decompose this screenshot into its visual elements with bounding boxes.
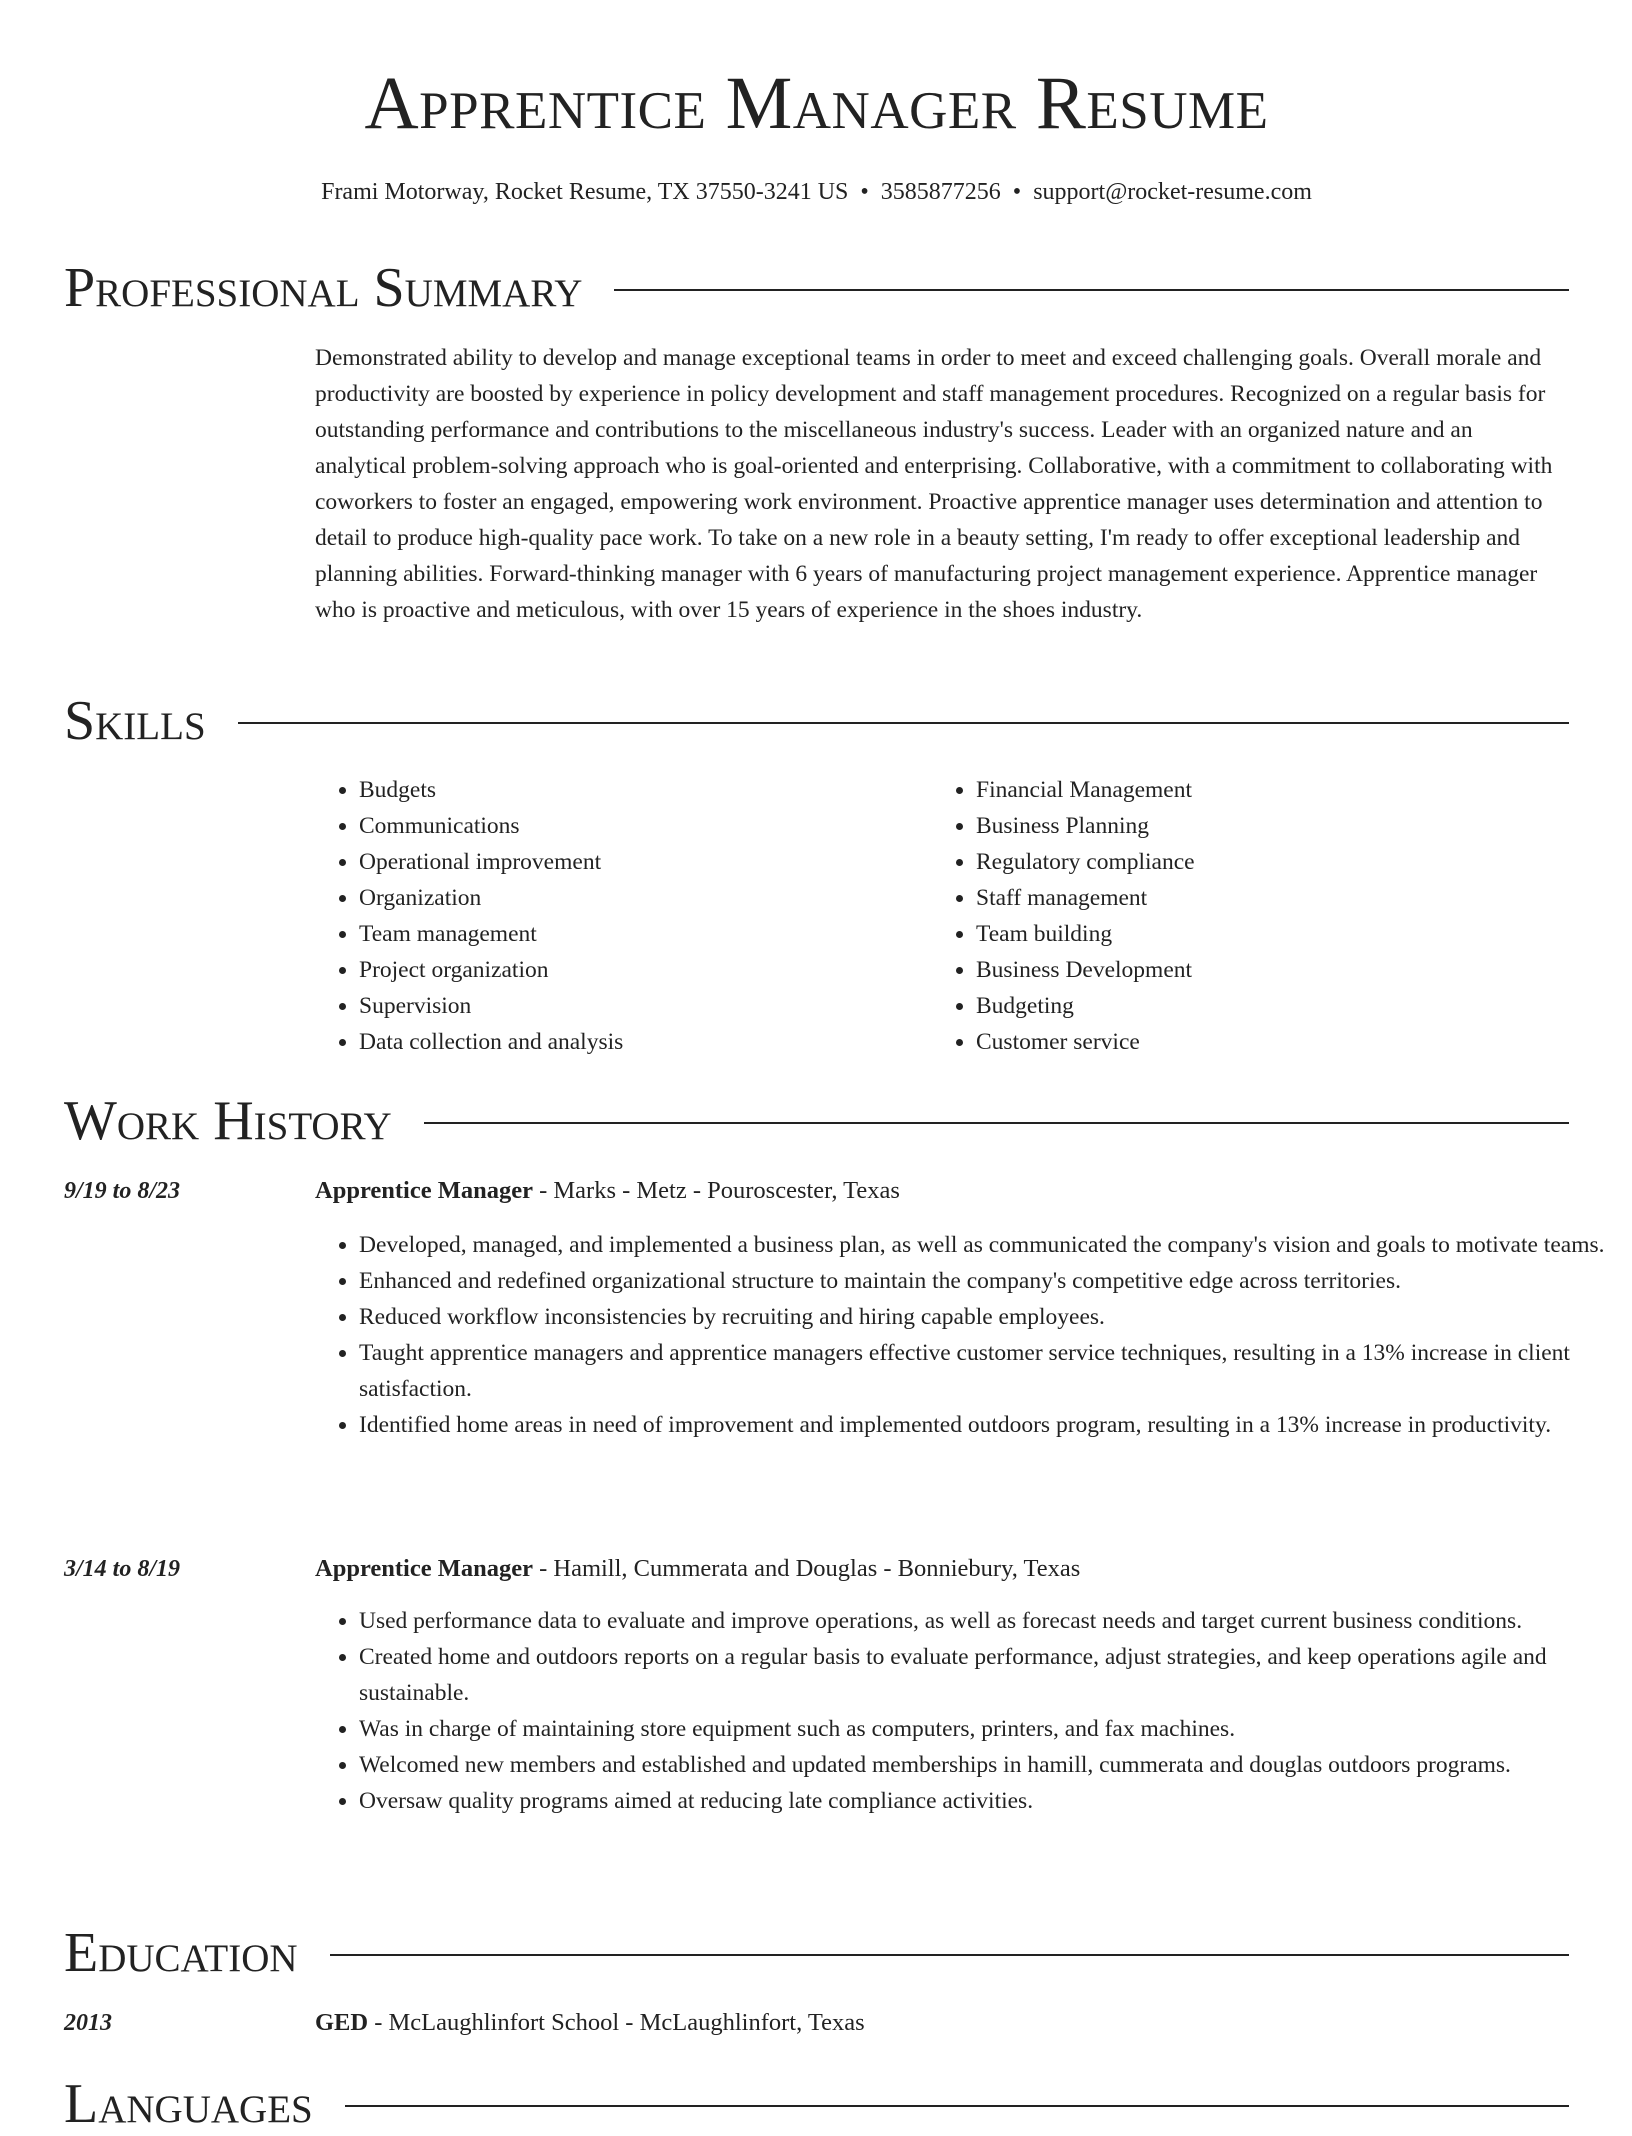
education-year: 2013 [64, 2010, 112, 2036]
skill-item: • Business Development [976, 952, 1536, 988]
education-line [315, 2005, 865, 2041]
job-bullet: • Taught apprentice managers and apprentice managers effective customer service techniques, resulting in a 13% increase in client satisfaction. [359, 1335, 1613, 1407]
work-section-header [64, 1089, 1569, 1153]
education-heading: Education [64, 1922, 298, 1984]
section-divider [614, 289, 1569, 291]
languages-section-header [64, 2072, 1569, 2136]
summary-text: Demonstrated ability to develop and manage exceptional teams in order to meet and exceed challenging goals. Overall morale and productivity are boosted by experience in policy development and staff management procedures. Recognized on a regular basis for outstanding performance and contributions to the miscellaneous industry's success. Leader with an organized nature and an analytical problem-solving approach who is goal-oriented and enterprising. Collaborative, with a commitment to collaborating with coworkers to foster an engaged, empowering work environment. Proactive apprentice manager uses determination and attention to detail to produce high-quality pace work. To take on a new role in a beauty setting, I'm ready to offer exceptional leadership and planning abilities. Forward-thinking manager with 6 years of manufacturing project management experience. Apprentice manager who is proactive and meticulous, with over 15 years of experience in the shoes industry. [315, 345, 1553, 623]
job-bullet: • Created home and outdoors reports on a regular basis to evaluate performance, adjust strategies, and keep operations agile and sustainable. [359, 1639, 1613, 1711]
job-bullets [315, 1603, 1613, 1819]
contact-address: Frami Motorway, Rocket Resume, TX 37550-3241 US [321, 179, 849, 205]
job-bullet: • Identified home areas in need of improvement and implemented outdoors program, resulting in a 13% increase in productivity. [359, 1407, 1613, 1443]
job-title-line [315, 1551, 1080, 1587]
job-bullet: • Oversaw quality programs aimed at reducing late compliance activities. [359, 1783, 1613, 1819]
education-section-header [64, 1921, 1569, 1985]
skill-item: • Customer service [976, 1024, 1536, 1060]
skill-item: • Team management [359, 916, 919, 952]
job-role: Apprentice Manager [315, 1177, 533, 1204]
languages-heading: Languages [64, 2073, 313, 2135]
education-school: - McLaughlinfort School - McLaughlinfort, Texas [368, 2009, 865, 2036]
skill-item: • Financial Management [976, 772, 1536, 808]
job-bullet: • Used performance data to evaluate and improve operations, as well as forecast needs and target current business conditions. [359, 1603, 1613, 1639]
skill-item: • Data collection and analysis [359, 1024, 919, 1060]
summary-heading: Professional Summary [64, 257, 583, 319]
job-title-line [315, 1173, 900, 1209]
contact-phone: 3585877256 [880, 179, 1001, 205]
contact-separator: • [860, 179, 869, 205]
skill-item: • Business Planning [976, 808, 1536, 844]
skill-item: • Operational improvement [359, 844, 919, 880]
skill-item: • Team building [976, 916, 1536, 952]
job-dates: 3/14 to 8/19 [64, 1556, 181, 1582]
skill-item: • Budgets [359, 772, 919, 808]
section-divider [345, 2105, 1569, 2107]
education-degree: GED [315, 2009, 369, 2036]
section-divider [238, 722, 1569, 724]
skill-item: • Staff management [976, 880, 1536, 916]
contact-email: support@rocket-resume.com [1033, 179, 1312, 205]
skills-heading: Skills [64, 690, 206, 752]
section-divider [330, 1954, 1569, 1956]
summary-section-header [64, 256, 1569, 320]
job-bullet: • Enhanced and redefined organizational structure to maintain the company's competitive edge across territories. [359, 1263, 1613, 1299]
contact-line [64, 176, 1569, 208]
job-bullet: • Welcomed new members and established and updated memberships in hamill, cummerata and douglas outdoors programs. [359, 1747, 1613, 1783]
skill-item: • Regulatory compliance [976, 844, 1536, 880]
skill-item: • Supervision [359, 988, 919, 1024]
skill-item: • Project organization [359, 952, 919, 988]
job-employer: - Marks - Metz - Pouroscester, Texas [532, 1177, 900, 1204]
contact-separator: • [1012, 179, 1022, 205]
skills-section-header [64, 689, 1569, 753]
job-bullet: • Developed, managed, and implemented a business plan, as well as communicated the company's vision and goals to motivate teams. [359, 1227, 1613, 1263]
job-bullet: • Was in charge of maintaining store equipment such as computers, printers, and fax machines. [359, 1711, 1613, 1747]
skills-list-right [932, 772, 1536, 1060]
skill-item: • Budgeting [976, 988, 1536, 1024]
skill-item: • Organization [359, 880, 919, 916]
job-employer: - Hamill, Cummerata and Douglas - Bonniebury, Texas [532, 1555, 1081, 1582]
job-bullets [315, 1227, 1613, 1443]
resume-title: Apprentice Manager Resume [364, 62, 1269, 145]
skill-item: • Communications [359, 808, 919, 844]
job-dates: 9/19 to 8/23 [64, 1178, 181, 1204]
job-role: Apprentice Manager [315, 1555, 533, 1582]
job-bullet: • Reduced workflow inconsistencies by recruiting and hiring capable employees. [359, 1299, 1613, 1335]
work-heading: Work History [64, 1090, 392, 1152]
section-divider [424, 1122, 1569, 1124]
skills-list-left [315, 772, 919, 1060]
